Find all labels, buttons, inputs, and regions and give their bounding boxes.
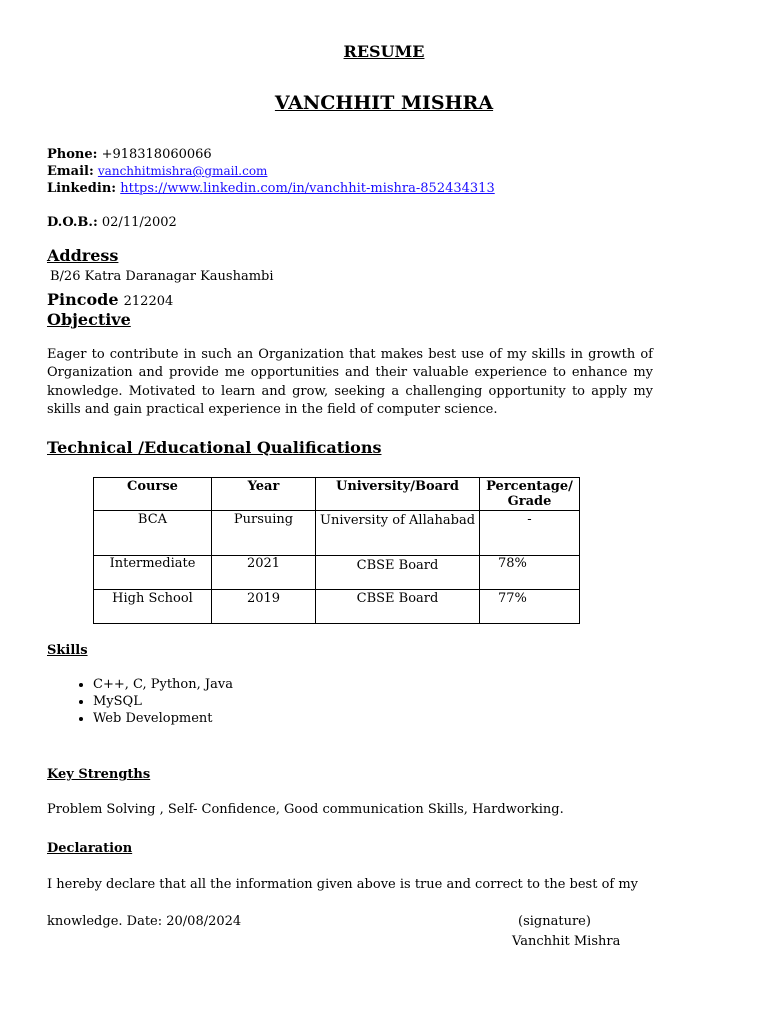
- declaration-heading: Declaration: [47, 841, 133, 856]
- table-row: [94, 511, 580, 556]
- header-course: Course: [94, 478, 212, 511]
- resume-title: RESUME: [343, 42, 425, 61]
- cell-grade: 77%: [480, 590, 580, 624]
- header-grade: Percentage/ Grade: [480, 478, 580, 511]
- declaration-date: knowledge. Date: 20/08/2024: [47, 914, 242, 929]
- header-board: University/Board: [316, 478, 480, 511]
- linkedin-label: Linkedin:: [47, 181, 117, 196]
- phone-value: +918318060066: [101, 147, 212, 162]
- pincode-value: 212204: [123, 294, 174, 309]
- linkedin-link[interactable]: https://www.linkedin.com/in/vanchhit-mishra-852434313: [120, 181, 495, 196]
- skills-heading: Skills: [47, 643, 88, 658]
- dob-value: 02/11/2002: [101, 215, 177, 230]
- cell-course: BCA: [94, 511, 212, 556]
- skills-list: [47, 676, 233, 727]
- email-link[interactable]: vanchhitmishra@gmail.com: [97, 164, 268, 178]
- linkedin-line: [47, 181, 495, 196]
- cell-course: High School: [94, 590, 212, 624]
- candidate-name: VANCHHIT MISHRA: [274, 92, 494, 114]
- header-year: Year: [212, 478, 316, 511]
- list-item: • Web Development: [93, 710, 233, 727]
- pincode-label: Pincode: [47, 290, 119, 309]
- cell-grade: 78%: [480, 556, 580, 590]
- cell-grade: -: [480, 511, 580, 556]
- declaration-text: I hereby declare that all the information given above is true and correct to the best of my: [47, 877, 639, 892]
- table-row: [94, 556, 580, 590]
- list-item: • C++, C, Python, Java: [93, 676, 233, 693]
- email-line: [47, 164, 267, 179]
- pincode-line: [47, 290, 173, 309]
- phone-line: [47, 147, 212, 162]
- email-label: Email:: [47, 164, 94, 179]
- objective-heading: Objective: [47, 310, 131, 329]
- dob-line: [47, 215, 177, 230]
- phone-label: Phone:: [47, 147, 98, 162]
- table-row: [94, 590, 580, 624]
- cell-year: Pursuing: [212, 511, 316, 556]
- signature-label: (signature): [518, 914, 591, 929]
- cell-board: CBSE Board: [316, 590, 480, 624]
- list-item: • MySQL: [93, 693, 233, 710]
- cell-year: 2019: [212, 590, 316, 624]
- cell-course: Intermediate: [94, 556, 212, 590]
- table-header-row: [94, 478, 580, 511]
- address-line: B/26 Katra Daranagar Kaushambi: [50, 269, 274, 284]
- cell-board: CBSE Board: [316, 556, 480, 590]
- signer-name: Vanchhit Mishra: [512, 934, 621, 949]
- qualifications-heading: Technical /Educational Qualifications: [47, 438, 382, 457]
- qualifications-table: [93, 477, 580, 624]
- cell-year: 2021: [212, 556, 316, 590]
- key-strengths-heading: Key Strengths: [47, 767, 151, 782]
- cell-board: University of Allahabad: [316, 511, 480, 556]
- key-strengths-text: Problem Solving , Self- Confidence, Good communication Skills, Hardworking.: [47, 802, 564, 817]
- objective-text: Eager to contribute in such an Organization that makes best use of my skills in growth of Organization and provide me opportunities and their valuable experience to enhance my knowledge. Motivated to learn and grow, seeking a challenging opportunity to apply my skills and gain practical experience in the field of computer science.: [47, 347, 653, 418]
- address-heading: Address: [47, 246, 119, 265]
- dob-label: D.O.B.:: [47, 215, 98, 230]
